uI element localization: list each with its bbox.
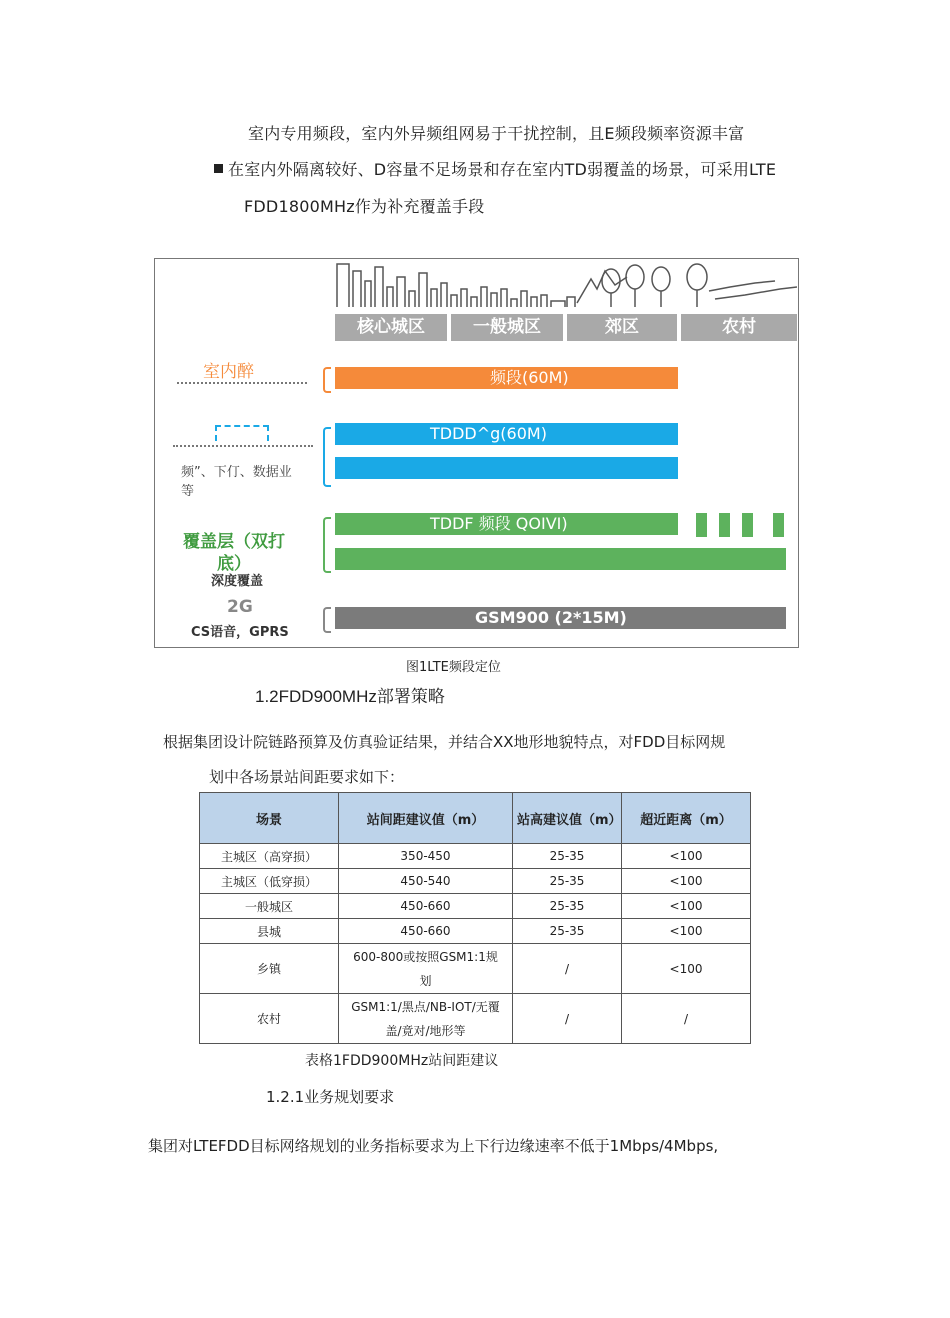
green-dash-3 — [742, 513, 753, 537]
paragraph-4: 根据集团设计院链路预算及仿真验证结果，并结合XX地形地貌特点，对FDD目标网规 — [163, 733, 726, 751]
table-cell: / — [513, 994, 622, 1044]
table-cell: GSM1:1/黑点/NB-IOT/无覆盖/竟对/地形等 — [339, 994, 513, 1044]
coverage-brace — [323, 517, 331, 573]
zone-rural: 农村 — [681, 314, 797, 341]
skyline-illustration — [335, 259, 797, 311]
square-bullet-icon — [214, 164, 223, 173]
table-cell: 一般城区 — [200, 894, 339, 919]
table-row — [200, 894, 751, 919]
lte-band-figure — [154, 258, 799, 648]
table-header-cell: 场景 — [200, 793, 339, 844]
section-heading: 1.2FDD900MHz部署策略 — [255, 687, 445, 706]
paragraph-6: 集团对LTEFDD目标网络规划的业务指标要求为上下行边缘速率不低于1Mbps/4Mbps, — [148, 1137, 719, 1155]
zone-core-urban: 核心城区 — [335, 314, 447, 341]
zone-general-urban: 一般城区 — [451, 314, 563, 341]
table-row — [200, 919, 751, 944]
table-cell: 25-35 — [513, 919, 622, 944]
bullet-paragraph — [214, 157, 776, 180]
twog-subtitle: CS语音，GPRS — [191, 625, 289, 640]
table-header-cell: 站高建议值（m） — [513, 793, 622, 844]
table-cell: 县城 — [200, 919, 339, 944]
table-cell: 25-35 — [513, 844, 622, 869]
table-cell: 600-800或按照GSM1:1规划 — [339, 944, 513, 994]
table-row — [200, 994, 751, 1044]
capacity-layer-title-smudge — [215, 425, 269, 441]
indoor-layer-title: 室内醉 — [203, 362, 254, 382]
coverage-title-line2: 底） — [217, 554, 251, 574]
twog-title: 2G — [227, 597, 253, 617]
table-cell: <100 — [622, 944, 751, 994]
table-row — [200, 844, 751, 869]
coverage-title-line1: 覆盖层（双打 — [183, 532, 285, 552]
table-cell: 25-35 — [513, 869, 622, 894]
capacity-subtitle-smudge — [173, 445, 313, 451]
table-row — [200, 869, 751, 894]
table-cell: 农村 — [200, 994, 339, 1044]
table-cell: 主城区（低穿损） — [200, 869, 339, 894]
table-row — [200, 944, 751, 994]
indoor-layer-subtitle-smudge — [177, 382, 307, 392]
capacity-brace — [323, 427, 331, 487]
table-cell: 主城区（高穿损） — [200, 844, 339, 869]
table-cell: 25-35 — [513, 894, 622, 919]
table-cell: / — [622, 994, 751, 1044]
table-cell: 乡镇 — [200, 944, 339, 994]
blue-band-bar-2 — [335, 457, 678, 479]
capacity-desc-line1: 频”、下仃、数据业 — [181, 465, 292, 480]
paragraph-line-2: 在室内外隔离较好、D容量不足场景和存在室内TD弱覆盖的场景，可采用LTE — [228, 160, 777, 179]
table-caption: 表格1FDD900MHz站间距建议 — [305, 1053, 499, 1069]
capacity-desc-line2: 等 — [181, 484, 195, 499]
figure-caption: 图1LTE频段定位 — [406, 660, 501, 675]
zone-suburban: 郊区 — [567, 314, 677, 341]
table-header-cell: 超近距离（m） — [622, 793, 751, 844]
table-cell: <100 — [622, 894, 751, 919]
gsm-band-bar: GSM900 (2*15M) — [335, 607, 786, 629]
table-header-row — [200, 793, 751, 844]
table-cell: 350-450 — [339, 844, 513, 869]
indoor-brace — [323, 367, 331, 393]
table-cell: 450-540 — [339, 869, 513, 894]
blue-band-bar-1: TDDD^g(60M) — [335, 423, 678, 445]
green-band-bar-1: TDDF 频段 QOIVI) — [335, 513, 678, 535]
green-dash-4 — [773, 513, 784, 537]
twog-brace — [323, 607, 331, 633]
coverage-subtitle: 深度覆盖 — [211, 574, 264, 589]
green-dash-2 — [719, 513, 730, 537]
table-header-cell: 站间距建议值（m） — [339, 793, 513, 844]
table-cell: 450-660 — [339, 919, 513, 944]
station-spacing-table — [199, 792, 751, 1044]
table-cell: <100 — [622, 919, 751, 944]
table-cell: 450-660 — [339, 894, 513, 919]
green-dash-1 — [696, 513, 707, 537]
paragraph-line-1: 室内专用频段，室内外异频组网易于干扰控制，且E频段频率资源丰富 — [248, 124, 745, 143]
paragraph-5: 划中各场景站间距要求如下： — [209, 768, 405, 786]
green-band-bar-2 — [335, 548, 786, 570]
paragraph-line-3: FDD1800MHz作为补充覆盖手段 — [244, 197, 485, 216]
orange-band-bar: 频段(60M) — [335, 367, 678, 389]
subsection-heading: 1.2.1业务规划要求 — [266, 1088, 395, 1106]
table-cell: <100 — [622, 844, 751, 869]
table-cell: <100 — [622, 869, 751, 894]
table-cell: / — [513, 944, 622, 994]
